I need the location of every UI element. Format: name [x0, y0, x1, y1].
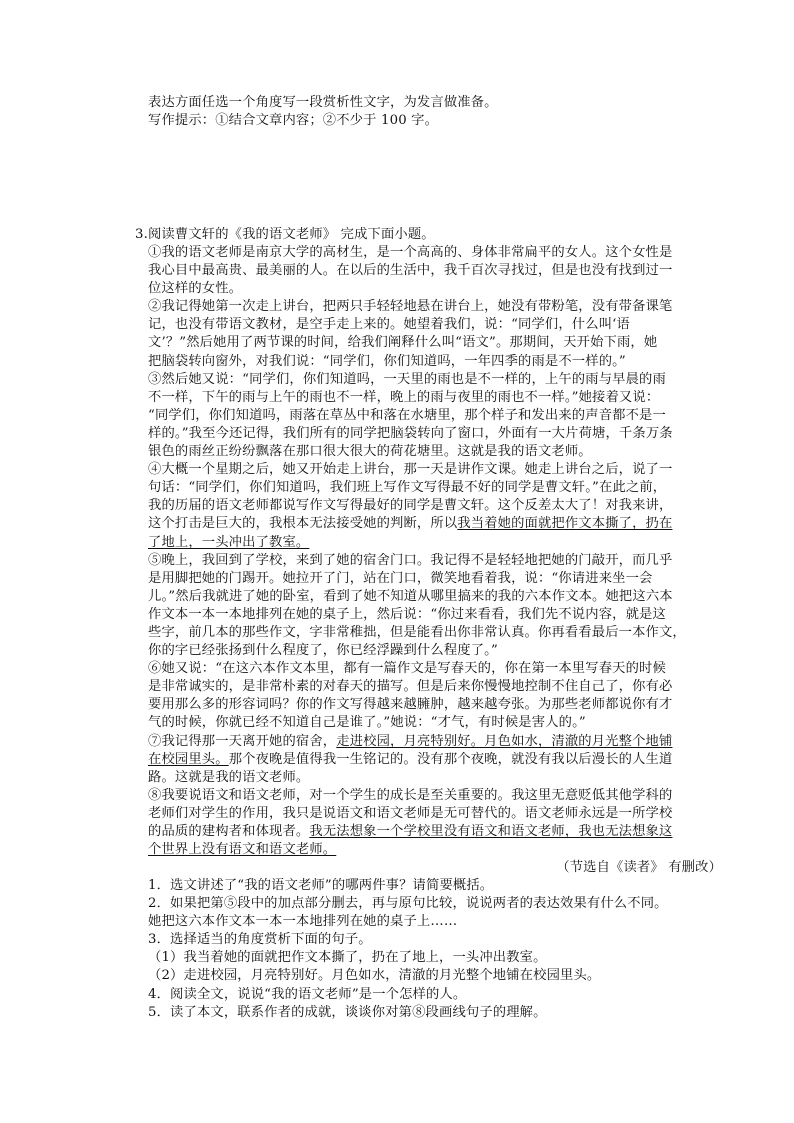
paragraph-5: ⑤晚上，我回到了学校，来到了她的宿舍门口。我记得不是轻轻地把她的门敲开，而几乎 是用脚把她的门踢开。她拉开了门，站在门口，微笑地看着我，说：“你请进来坐一会 儿。”然后我就进了她的卧室，看到了她不知道从哪里搞来的我的六本作文本。她把这六本 作文本一本一本地排列在她的桌子上，然后说：“你过来看看，我们先不说内容，就是这 些字，前几本的那些作文，字非常稚拙，但是能看出你非常认真。你再看看最后一本作文， 你的字已经张扬到什么程度了，你已经浮躁到什么程度了。”	[148, 552, 686, 659]
underlined-sentence: 我当着她的面就把作文本撕了，扔在	[457, 516, 673, 532]
sub-question: 3．选择适当的角度赏析下面的句子。	[148, 932, 372, 948]
previous-question-tail	[148, 94, 794, 130]
paragraph-1: ①我的语文老师是南京大学的高材生，是一个高高的、身体非常扁平的女人。这个女性是 我心目中最高贵、最美丽的人。在以后的生活中，我千百次寻找过，但是也没有找到过一 位这样的女性。	[148, 245, 673, 297]
sub-question: 2．如果把第⑤段中的加点部分删去，再与原句比较，说说两者的表达效果有什么不同。	[148, 896, 668, 912]
sub-question: 1．选文讲述了“我的语文老师”的哪两件事？请简要概括。	[148, 878, 494, 893]
underlined-sentence: 我无法想象一个学校里没有语文和语文老师，我也无法想象这	[309, 824, 673, 839]
source-note: （节选自《读者》 有删改）	[556, 860, 722, 875]
sub-question-item: （1）我当着她的面就把作文本撕了，扔在了地上，一头冲出教室。	[148, 950, 547, 966]
paragraph-4: ④大概一个星期之后，她又开始走上讲台，那一天是讲作文课。她走上讲台之后，说了一 句话：“同学们，你们知道吗，我们班上写作文写得最不好的同学是曹文轩。”在此之前， 我的历届的语文老师都说写作文写得最好的同学是曹文轩。这个反差太大了！对我来讲， 这个打击是巨大的，我根本无法接受她的判断，所以我当着她的面就把作文本撕了，扔在 了地上，一头冲出了教室。	[148, 462, 673, 550]
question-3-title: 3.阅读曹文轩的《我的语文老师》 完成下面小题。	[135, 227, 435, 242]
underlined-sentence: 在校园里头。	[148, 751, 229, 767]
sub-question: 5．读了本文，联系作者的成就，谈谈你对第⑧段画线句子的理解。	[148, 1004, 547, 1020]
text-line: 表达方面任选一个角度写一段赏析性文字，为发言做准备。	[148, 95, 498, 110]
underlined-sentence: 了地上，一头冲出了教室。	[148, 534, 310, 550]
underlined-sentence: 走进校园，月亮特别好。月色如水，清澈的月光整个地铺	[336, 733, 673, 749]
quoted-sentence: 她把这六本作文本一本一本地排列在她的桌子上……	[148, 914, 458, 930]
article-body	[148, 244, 708, 859]
paragraph-6: ⑥她又说：“在这六本作文本里，都有一篇作文是写春天的，你在第一本里写春天的时候 是非常诚实的，是非常朴素的对春天的描写。但是后来你慢慢地控制不住自己了，你有必 要用那么多的形容词吗？你的作文写得越来越臃肿，越来越夸张。为那些老师都说你有才 气的时候，你就已经不知道自己是谁了。”她说：“才气，有时候是害人的。”	[148, 661, 673, 731]
paragraph-2: ②我记得她第一次走上讲台，把两只手轻轻地悬在讲台上，她没有带粉笔，没有带备课笔 记，也没有带语文教材，是空手走上来的。她望着我们，说：“同学们，什么叫‘语 文’？”然后她用了两节课的时间，给我们阐释什么叫“语文”。那期间，天开始下雨，她 把脑袋转向窗外，对我们说：“同学们，你们知道吗，一年四季的雨是不一样的。”	[148, 299, 673, 369]
underlined-sentence: 个世界上没有语文和语文老师。	[148, 842, 337, 858]
paragraph-3: ③然后她又说：“同学们，你们知道吗，一天里的雨也是不一样的，上午的雨与早晨的雨 不一样，下午的雨与上午的雨也不一样，晚上的雨与夜里的雨也不一样。”她接着又说： “同学们，你们知道吗，雨落在草丛中和落在水塘里，那个样子和发出来的声音都不是一 样的。”我至今还记得，我们所有的同学把脑袋转向了窗口，外面有一大片荷塘，千条万条 银色的雨丝正纷纷飘落在那口很大很大的荷花塘里。这就是我的语文老师。	[148, 371, 673, 460]
paragraph-7: ⑦我记得那一天离开她的宿舍，走进校园，月亮特别好。月色如水，清澈的月光整个地铺 在校园里头。那个夜晚是值得我一生铭记的。没有那个夜晚，就没有我以后漫长的人生道 路。这就是我的语文老师。	[148, 733, 673, 785]
text-line: 写作提示：①结合文章内容；②不少于 100 字。	[148, 113, 439, 129]
sub-question: 4．阅读全文，说说“我的语文老师”是一个怎样的人。	[148, 986, 467, 1002]
sub-question-item: （2）走进校园，月亮特别好。月色如水，清澈的月光整个地铺在校园里头。	[148, 968, 601, 984]
paragraph-8: ⑧我要说语文和语文老师，对一个学生的成长是至关重要的。我这里无意贬低其他学科的 老师们对学生的作用，我只是说语文和语文老师是无可替代的。语文老师永远是一所学校 的品质的建构者和体现者。我无法想象一个学校里没有语文和语文老师，我也无法想象这 个世界上没有语文和语文老师。	[148, 787, 673, 858]
sub-questions	[148, 877, 668, 1022]
